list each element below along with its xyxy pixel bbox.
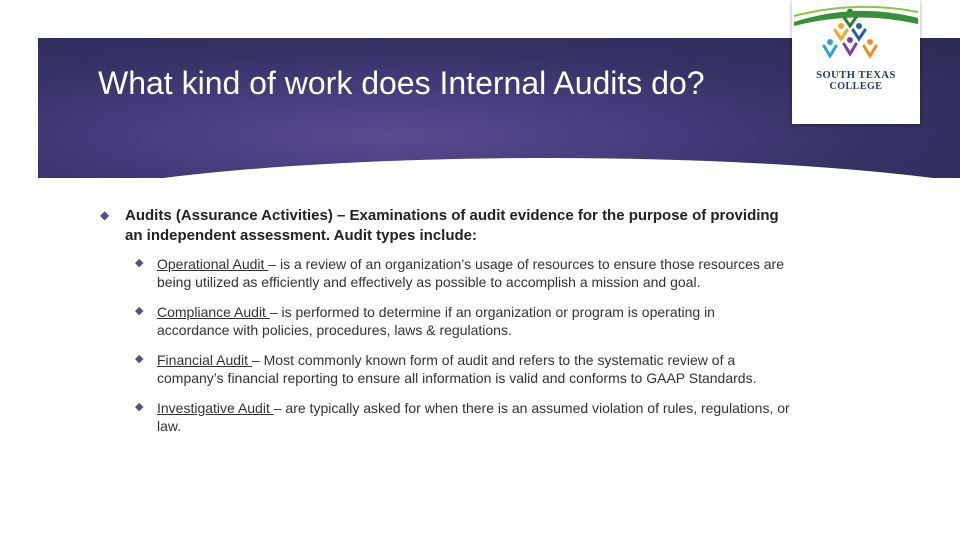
audit-description: – are typically asked for when there is an assumed violation of rules, regulations, or law. [157, 400, 790, 434]
list-item-financial-audit [100, 352, 790, 388]
logo-swoosh-icon [792, 0, 920, 28]
list-item-operational-audit [100, 256, 790, 292]
audit-description: – Most commonly known form of audit and refers to the systematic review of a company’s financial reporting to ensure all information is valid and conforms to GAAP Standards. [157, 352, 757, 386]
main-bullet-text: Audits (Assurance Activities) – Examinations of audit evidence for the purpose of providing an independent assessment. Audit types include: [125, 207, 779, 244]
diamond-bullet-icon: ◆ [100, 208, 110, 222]
diamond-bullet-icon: ◆ [135, 305, 144, 317]
logo-text-line1: SOUTH TEXAS [816, 70, 896, 81]
audit-term: Operational Audit [157, 256, 269, 272]
audit-description: – is performed to determine if an organization or program is operating in accordance with policies, procedures, laws & regulations. [157, 304, 715, 338]
list-item-compliance-audit [100, 304, 790, 340]
title-band-curve [38, 158, 960, 178]
logo-text-line2: COLLEGE [829, 81, 883, 92]
list-item-investigative-audit [100, 400, 790, 436]
college-logo [792, 0, 920, 124]
slide-content [100, 206, 790, 448]
audit-term: Investigative Audit [157, 400, 274, 416]
diamond-bullet-icon: ◆ [135, 401, 144, 413]
audit-types-list [100, 256, 790, 436]
audit-term: Compliance Audit [157, 304, 270, 320]
slide-title: What kind of work does Internal Audits do? [98, 65, 705, 101]
audit-term: Financial Audit [157, 352, 252, 368]
diamond-bullet-icon: ◆ [135, 353, 144, 365]
diamond-bullet-icon: ◆ [135, 257, 144, 269]
audit-description: – is a review of an organization’s usage of resources to ensure those resources are being utilized as efficiently and effectively as possible to accomplish a mission and goal. [157, 256, 784, 290]
main-bullet [100, 206, 790, 246]
